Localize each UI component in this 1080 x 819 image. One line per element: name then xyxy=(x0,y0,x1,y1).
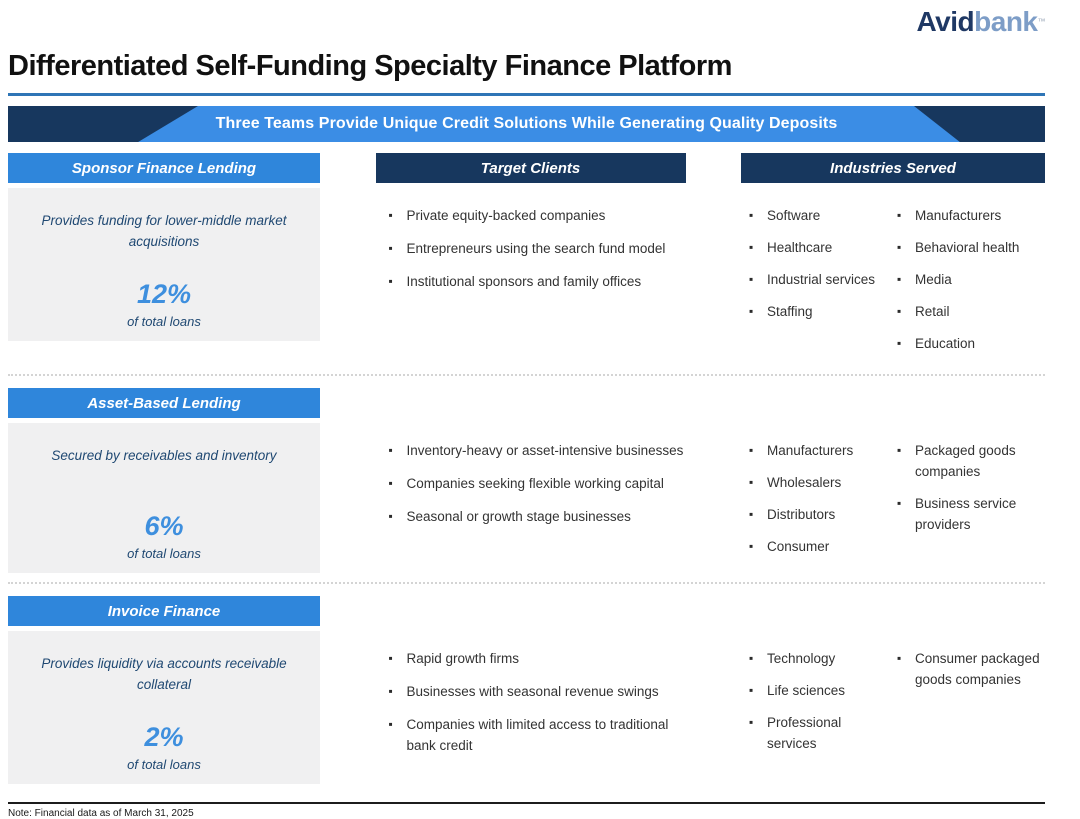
target-clients-column xyxy=(376,388,686,573)
banner-right-accent xyxy=(914,106,1045,142)
target-clients-header: Target Clients xyxy=(376,153,686,183)
industries-subcolumn-2 xyxy=(889,183,1045,365)
industries-list xyxy=(749,440,889,557)
bullet-item: ▪ Companies seeking flexible working capital xyxy=(389,473,686,494)
bullet-item: ▪ Media xyxy=(897,269,1045,290)
industries-columns xyxy=(741,388,1045,568)
bullet-item: ▪ Manufacturers xyxy=(897,205,1045,226)
bullet-item: ▪ Packaged goods companies xyxy=(897,440,1045,482)
avidbank-logo xyxy=(917,8,1046,36)
industries-subcolumn-1 xyxy=(741,596,889,765)
team-description: Provides funding for lower-middle market acquisitions xyxy=(41,213,287,249)
band-invoice-finance xyxy=(8,596,1045,784)
industries-subcolumn-2 xyxy=(889,388,1045,568)
bullet-item: ▪ Consumer xyxy=(749,536,889,557)
logo-row xyxy=(8,8,1045,42)
industries-list xyxy=(749,205,889,322)
bullet-item: ▪ Inventory-heavy or asset-intensive businesses xyxy=(389,440,686,461)
industries-columns xyxy=(741,183,1045,365)
industries-list xyxy=(897,205,1045,354)
loan-share-caption: of total loans xyxy=(127,546,201,561)
trademark-symbol: ™ xyxy=(1037,17,1045,26)
industries-column xyxy=(741,596,1045,784)
bullet-item: ▪ Industrial services xyxy=(749,269,889,290)
band-sponsor-finance xyxy=(8,153,1045,365)
target-clients-column xyxy=(376,596,686,784)
team-description: Provides liquidity via accounts receivable collateral xyxy=(41,656,287,692)
industries-subcolumn-1 xyxy=(741,388,889,568)
team-panel xyxy=(8,423,320,573)
team-header-invoice-finance: Invoice Finance xyxy=(8,596,320,626)
industries-column xyxy=(741,388,1045,573)
bullet-item: ▪ Distributors xyxy=(749,504,889,525)
banner-left-accent xyxy=(8,106,198,142)
industries-list xyxy=(749,648,889,754)
bullet-item: ▪ Entrepreneurs using the search fund model xyxy=(389,238,686,259)
bullet-item: ▪ Business service providers xyxy=(897,493,1045,535)
bullet-item: ▪ Companies with limited access to traditional bank credit xyxy=(389,714,686,756)
bullet-item: ▪ Professional services xyxy=(749,712,889,754)
bullet-item: ▪ Education xyxy=(897,333,1045,354)
footer-rule xyxy=(8,802,1045,804)
bullet-item: ▪ Technology xyxy=(749,648,889,669)
bullet-item: ▪ Manufacturers xyxy=(749,440,889,461)
bullet-item: ▪ Consumer packaged goods companies xyxy=(897,648,1045,690)
team-panel xyxy=(8,188,320,341)
dotted-separator xyxy=(8,374,1045,376)
bullet-item: ▪ Institutional sponsors and family offices xyxy=(389,271,686,292)
industries-served-header: Industries Served xyxy=(741,153,1045,183)
bullet-item: ▪ Behavioral health xyxy=(897,237,1045,258)
industries-columns xyxy=(741,596,1045,765)
loan-share-value: 2% xyxy=(144,722,184,752)
bullet-item: ▪ Retail xyxy=(897,301,1045,322)
footnote: Note: Financial data as of March 31, 2025 xyxy=(8,808,194,819)
bullet-item: ▪ Life sciences xyxy=(749,680,889,701)
loan-share-caption: of total loans xyxy=(127,757,201,772)
bullet-item: ▪ Seasonal or growth stage businesses xyxy=(389,506,686,527)
loan-share-value: 12% xyxy=(136,279,192,309)
logo-text-bank: bank xyxy=(974,6,1038,37)
bullet-item: ▪ Software xyxy=(749,205,889,226)
industries-subcolumn-2 xyxy=(889,596,1045,765)
logo-text-avid: Avid xyxy=(916,6,975,37)
team-header-asset-based: Asset-Based Lending xyxy=(8,388,320,418)
bullet-item: ▪ Rapid growth firms xyxy=(389,648,686,669)
team-column xyxy=(8,596,320,784)
target-clients-list xyxy=(389,440,686,527)
bullet-item: ▪ Healthcare xyxy=(749,237,889,258)
loan-share-value: 6% xyxy=(144,511,184,541)
team-header-sponsor-finance: Sponsor Finance Lending xyxy=(8,153,320,183)
team-panel xyxy=(8,631,320,784)
title-underline xyxy=(8,93,1045,96)
bullet-item: ▪ Wholesalers xyxy=(749,472,889,493)
team-description: Secured by receivables and inventory xyxy=(51,448,277,463)
team-column xyxy=(8,388,320,573)
industries-column xyxy=(741,153,1045,365)
band-asset-based-lending xyxy=(8,388,1045,573)
banner-text: Three Teams Provide Unique Credit Solutions While Generating Quality Deposits xyxy=(215,115,838,132)
target-clients-column xyxy=(376,153,686,365)
target-clients-list xyxy=(389,648,686,756)
bullet-item: ▪ Businesses with seasonal revenue swings xyxy=(389,681,686,702)
team-column xyxy=(8,153,320,365)
industries-subcolumn-1 xyxy=(741,183,889,365)
banner xyxy=(8,106,1045,142)
loan-share-caption: of total loans xyxy=(127,314,201,329)
bullet-item: ▪ Private equity-backed companies xyxy=(389,205,686,226)
dotted-separator xyxy=(8,582,1045,584)
page-title: Differentiated Self-Funding Specialty Finance Platform xyxy=(8,50,732,82)
bullet-item: ▪ Staffing xyxy=(749,301,889,322)
industries-list xyxy=(897,440,1045,535)
industries-list xyxy=(897,648,1045,690)
target-clients-list xyxy=(389,205,686,292)
